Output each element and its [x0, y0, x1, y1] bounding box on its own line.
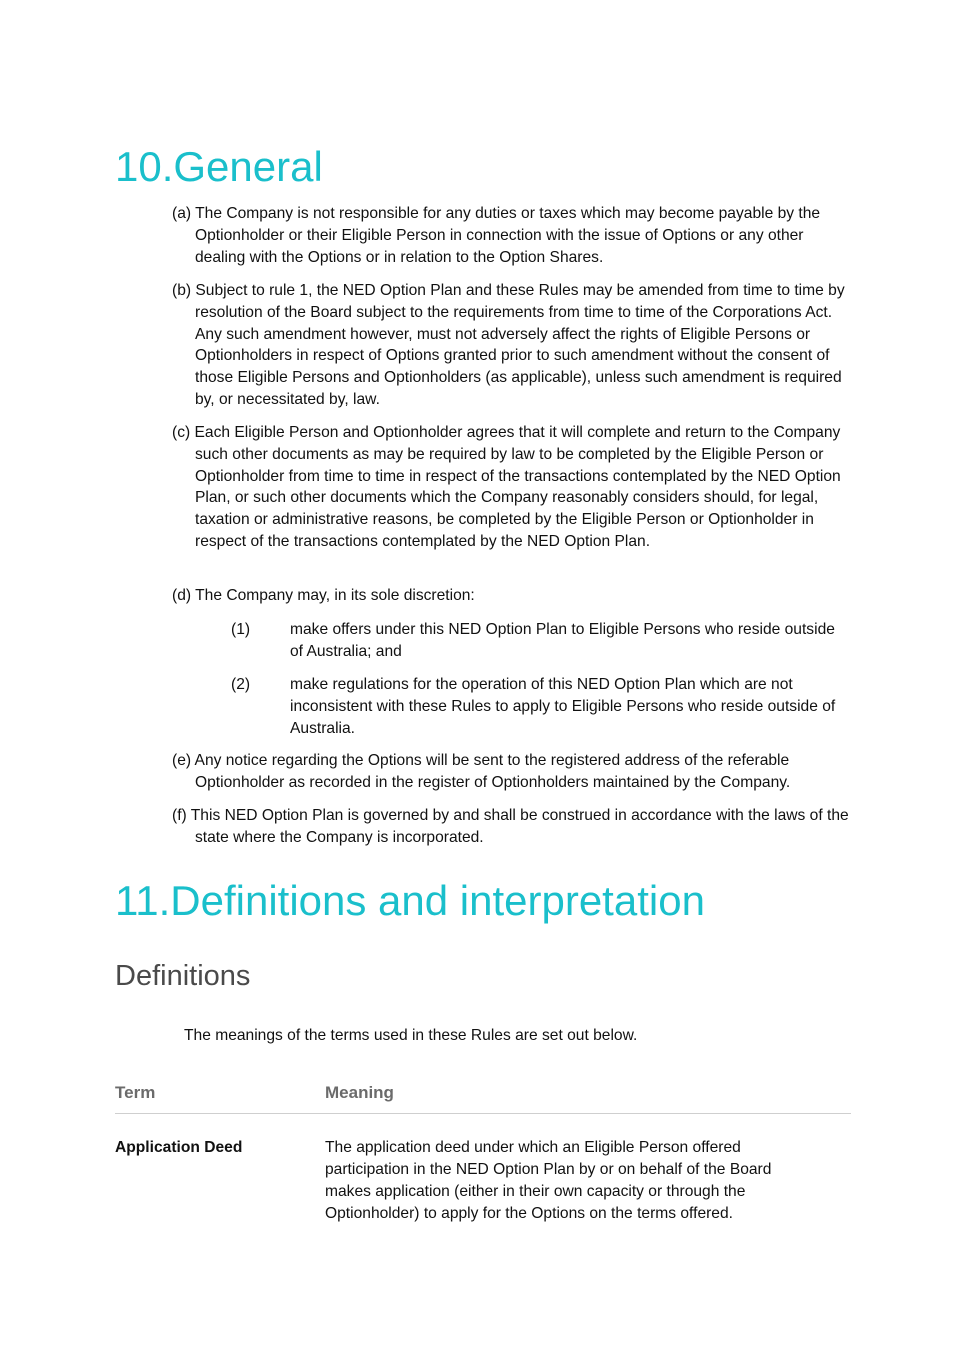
clause-label: (a) — [172, 205, 192, 222]
clause-text: This NED Option Plan is governed by and shall be construed in accordance with the laws of the state where the Company is incorporated. — [190, 807, 849, 846]
clause-text: The Company may, in its sole discretion: — [195, 587, 475, 604]
clause-text: Subject to rule 1, the NED Option Plan and these Rules may be amended from time to time by resolution of the Board subject to the requirements from time to time of the Corporations Act. Any such amendment however, must not adversely affect the rights of Eligible Persons or Optionholders in respect of Options granted prior to such amendment without the consent of those Eligible Persons and Optionholders (as applicable), unless such amendment is required by, or necessitated by, law. — [195, 282, 845, 408]
table-header-meaning: Meaning — [325, 1083, 394, 1102]
clause-label: (f) — [172, 807, 187, 824]
table-header-term: Term — [115, 1083, 156, 1102]
clause-f — [172, 805, 852, 849]
definitions-subheading: Definitions — [115, 960, 251, 992]
clause-e — [172, 750, 852, 794]
subclause-text: make regulations for the operation of this NED Option Plan which are not inconsistent with these Rules to apply to Eligible Persons who reside outside of Australia. — [290, 676, 836, 737]
table-row-term: Application Deed — [115, 1139, 243, 1156]
clause-label: (d) — [172, 587, 192, 604]
subclause-2 — [231, 674, 851, 739]
clause-text: Each Eligible Person and Optionholder agrees that it will complete and return to the Company such other documents as may be required by law to be completed by the Eligible Person or Optionholder from time to time in respect of the transactions contemplated by the NED Option Plan, or such other documents which the Company reasonably considers should, for legal, taxation or administrative reasons, be completed by the Eligible Person or Optionholder in respect of the transactions contemplated by the NED Option Plan. — [194, 424, 841, 550]
clause-c — [172, 422, 852, 553]
clause-text: The Company is not responsible for any duties or taxes which may become payable by the Optionholder or their Eligible Person in connection with the issue of Options or any other dealing with the Options or in relation to the Option Shares. — [195, 205, 821, 266]
subclause-label: (1) — [231, 621, 251, 638]
clause-d — [172, 585, 852, 607]
clause-a — [172, 203, 852, 268]
subclause-text: make offers under this NED Option Plan to Eligible Persons who reside outside of Australia; and — [290, 621, 835, 660]
clause-label: (e) — [172, 752, 192, 769]
subclause-label: (2) — [231, 676, 251, 693]
subclause-1 — [231, 619, 851, 663]
definitions-intro: The meanings of the terms used in these Rules are set out below. — [184, 1027, 638, 1044]
table-row-meaning: The application deed under which an Eligible Person offered participation in the NED Option Plan by or on behalf of the Board makes application (either in their own capacity or through the Optionholder) to apply for the Options on the terms offered. — [325, 1139, 772, 1222]
clause-label: (b) — [172, 282, 192, 299]
clause-label: (c) — [172, 424, 191, 441]
clause-b — [172, 280, 852, 411]
table-header-divider — [115, 1113, 851, 1114]
clause-text: Any notice regarding the Options will be sent to the registered address of the referable Optionholder as recorded in the register of Optionholders maintained by the Company. — [194, 752, 791, 791]
section-10-heading: 10.General — [115, 143, 323, 190]
section-11-heading: 11.Definitions and interpretation — [115, 877, 705, 924]
